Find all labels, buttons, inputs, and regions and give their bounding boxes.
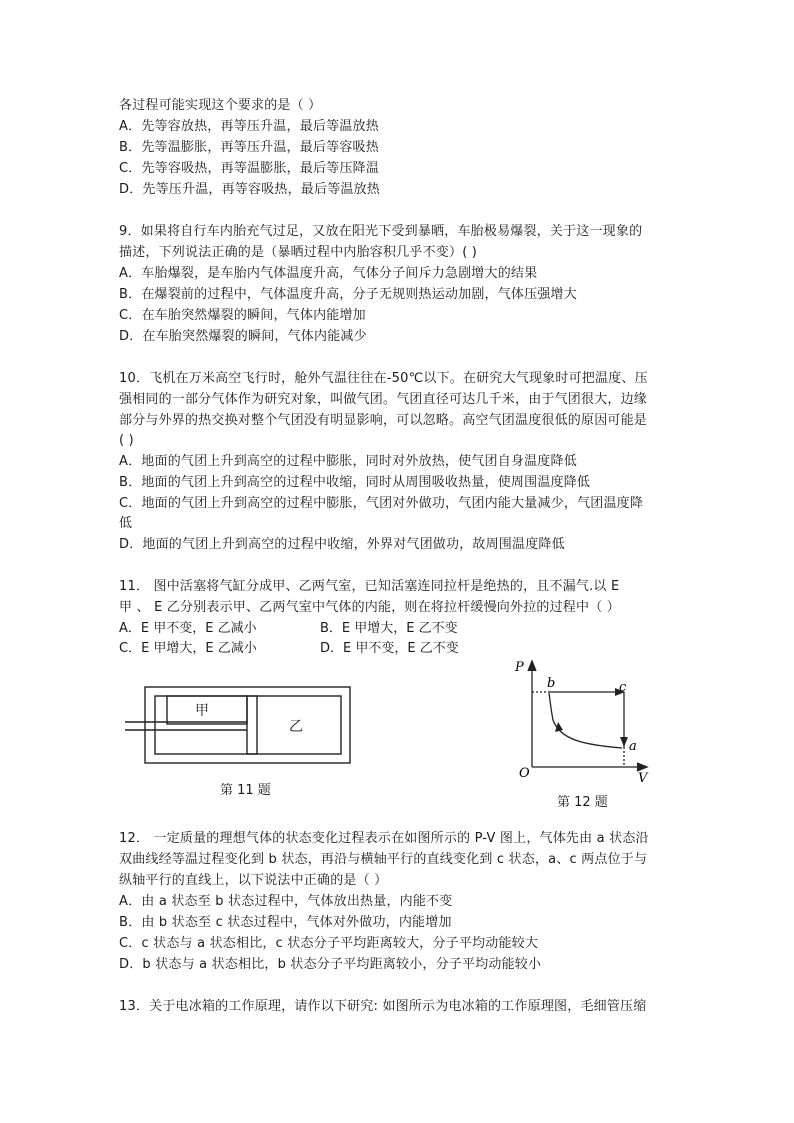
q11-option-a: A．E 甲不变，E 乙减小 [119, 621, 257, 636]
q12-option-b: B．由 b 状态至 c 状态过程中，气体对外做功，内能增加 [119, 915, 452, 930]
q8-option-d: D．先等压升温，再等容吸热，最后等温放热 [119, 182, 381, 197]
q10-stem-line-1: 10．飞机在万米高空飞行时，舱外气温往往在-50℃以下。在研究大气现象时可把温度、压 [119, 371, 648, 386]
chamber-yi-label: 乙 [289, 719, 303, 735]
q8-option-c: C．先等容吸热，再等温膨胀，最后等压降温 [119, 161, 380, 176]
piston [247, 696, 257, 754]
q10-stem-line-2: 强相同的一部分气体作为研究对象，叫做气团。气团直径可达几千米，由于气团很大，边缘 [119, 392, 648, 407]
q10-option-d: D．地面的气团上升到高空的过程中收缩，外界对气团做功，故周围温度降低 [119, 537, 565, 552]
q10-option-c: C．地面的气团上升到高空的过程中膨胀，气团对外做功，气团内能大量减少，气团温度降 [119, 496, 644, 511]
q12-figure-caption: 第 12 题 [557, 795, 608, 810]
q11-cylinder-figure [125, 683, 355, 768]
q8-option-b: B．先等温膨胀，再等压升温，最后等容吸热 [119, 140, 379, 155]
q9-option-b: B．在爆裂前的过程中，气体温度升高，分子无规则热运动加剧，气体压强增大 [119, 287, 577, 302]
isotherm-a-to-b [549, 693, 622, 748]
q11-option-b: B．E 甲增大，E 乙不变 [320, 621, 458, 636]
v-axis-arrow [637, 763, 647, 771]
point-c-label: c [619, 680, 627, 695]
q11-stem-line-1: 11． 图中活塞将气缸分成甲、乙两气室，已知活塞连同拉杆是绝热的，且不漏气.以 E [119, 579, 620, 594]
v-axis-label: V [638, 771, 648, 785]
q10-stem-line-4: ( ) [119, 433, 134, 448]
point-b-label: b [547, 676, 556, 691]
q12-stem-line-1: 12． 一定质量的理想气体的状态变化过程表示在如图所示的 P-V 图上，气体先由 a 状态沿 [119, 831, 649, 846]
q13-stem-line-1: 13．关于电冰箱的工作原理，请作以下研究: 如图所示为电冰箱的工作原理图，毛细管压缩 [119, 999, 647, 1014]
q12-pv-diagram [505, 655, 655, 785]
q9-stem-line-1: 9．如果将自行车内胎充气过足，又放在阳光下受到暴晒，车胎极易爆裂，关于这一现象的 [119, 224, 643, 239]
q9-stem-line-2: 描述，下列说法正确的是（暴晒过程中内胎容积几乎不变）( ) [119, 245, 478, 260]
origin-label: O [519, 766, 530, 781]
q12-option-c: C．c 状态与 a 状态相比，c 状态分子平均距离较大，分子平均动能较大 [119, 936, 539, 951]
p-axis-label: P [515, 660, 524, 675]
q10-option-b: B．地面的气团上升到高空的过程中收缩，同时从周围吸收热量，使周围温度降低 [119, 475, 591, 490]
q11-option-d: D．E 甲不变，E 乙不变 [320, 641, 459, 656]
q9-option-d: D．在车胎突然爆裂的瞬间，气体内能减少 [119, 329, 367, 344]
q11-stem-line-2: 甲 、 E 乙分别表示甲、乙两气室中气体的内能，则在将拉杆缓慢向外拉的过程中（ ） [119, 600, 620, 615]
q9-option-c: C．在车胎突然爆裂的瞬间，气体内能增加 [119, 308, 366, 323]
cylinder-inner-wall [155, 696, 341, 754]
q12-stem-line-2: 双曲线经等温过程变化到 b 状态，再沿与横轴平行的直线变化到 c 状态，a、c 两点位于与 [119, 852, 648, 867]
q8-option-a: A．先等容放热，再等压升温，最后等温放热 [119, 119, 379, 134]
point-a-label: a [629, 739, 637, 754]
q12-option-a: A．由 a 状态至 b 状态过程中，气体放出热量，内能不变 [119, 894, 453, 909]
q12-option-d: D．b 状态与 a 状态相比，b 状态分子平均距离较小，分子平均动能较小 [119, 957, 542, 972]
q8-stem-tail: 各过程可能实现这个要求的是（ ） [119, 98, 322, 113]
chamber-jia-label: 甲 [195, 703, 209, 719]
q11-figure-caption: 第 11 题 [220, 783, 271, 798]
p-axis-arrow [528, 661, 536, 671]
q11-option-c: C．E 甲增大，E 乙减小 [119, 641, 257, 656]
q9-option-a: A．车胎爆裂，是车胎内气体温度升高，气体分子间斥力急剧增大的结果 [119, 266, 538, 281]
arrow-c-a [620, 737, 628, 747]
q10-option-a: A．地面的气团上升到高空的过程中膨胀，同时对外放热，使气团自身温度降低 [119, 454, 577, 469]
q12-stem-line-3: 纵轴平行的直线上，以下说法中正确的是（ ） [119, 873, 388, 888]
q10-stem-line-3: 部分与外界的热交换对整个气团没有明显影响，可以忽略。高空气团温度很低的原因可能是 [119, 413, 648, 428]
q10-option-c-cont: 低 [119, 516, 133, 531]
